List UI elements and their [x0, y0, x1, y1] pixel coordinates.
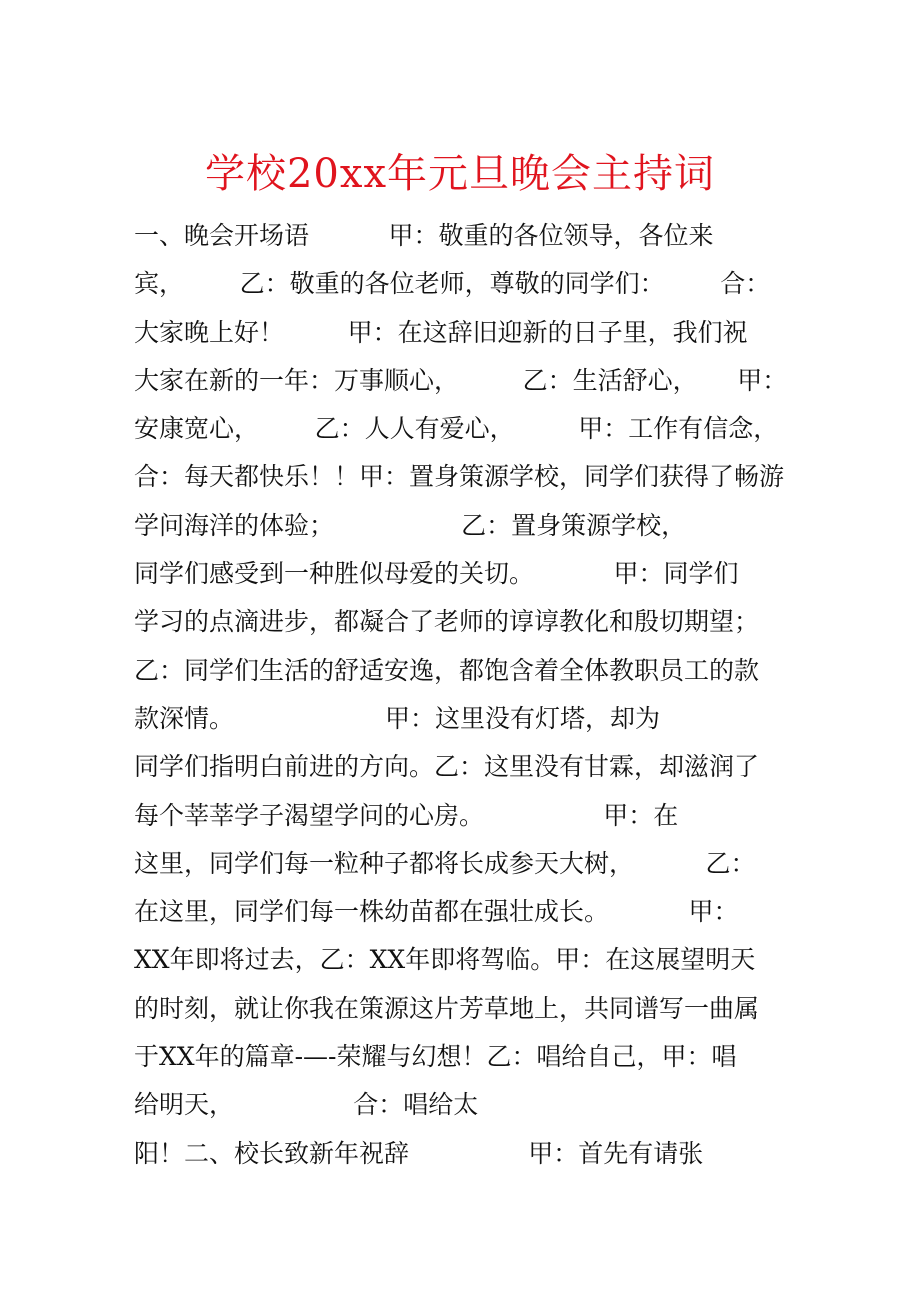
body-line: 大家晚上好！ 甲：在这辞旧迎新的日子里，我们祝: [134, 317, 748, 347]
body-line: 大家在新的一年：万事顺心， 乙：生活舒心， 甲：: [134, 365, 788, 395]
body-line: 宾， 乙：敬重的各位老师，尊敬的同学们： 合：: [134, 269, 771, 299]
body-line: XX年即将过去，乙：XX年即将驾临。甲：在这展望明天: [134, 945, 756, 975]
body-line: 同学们指明白前进的方向。乙：这里没有甘霖，却滋润了: [134, 752, 760, 782]
body-line: 安康宽心， 乙：人人有爱心， 甲：工作有信念，: [134, 414, 779, 444]
body-line: 的时刻，就让你我在策源这片芳草地上，共同谱写一曲属: [134, 993, 760, 1023]
document-body: [134, 212, 802, 1178]
body-line: 乙：同学们生活的舒适安逸，都饱含着全体教职员工的款: [134, 655, 760, 685]
document-title: 学校20xx年元旦晚会主持词: [204, 151, 715, 197]
body-line: 学问海洋的体验； 乙：置身策源学校，: [134, 510, 687, 540]
body-line: 一、晚会开场语 甲：敬重的各位领导，各位来: [134, 221, 714, 250]
body-line: 于XX年的篇章-—-荣耀与幻想！乙：唱给自己，甲：唱: [134, 1042, 737, 1072]
body-line: 款深情。 甲：这里没有灯塔，却为: [134, 703, 660, 733]
body-line: 这里，同学们每一粒种子都将长成参天大树， 乙：: [134, 848, 756, 878]
body-line: 阳！二、校长致新年祝辞 甲：首先有请张: [134, 1138, 704, 1168]
body-line: 同学们感受到一种胜似母爱的关切。 甲：同学们: [134, 559, 739, 589]
body-line: 给明天， 合：唱给太: [134, 1090, 479, 1120]
body-line: 合：每天都快乐！！甲：置身策源学校，同学们获得了畅游: [134, 462, 785, 492]
body-line: 在这里，同学们每一株幼苗都在强壮成长。 甲：: [134, 897, 739, 927]
body-line: 学习的点滴进步，都凝合了老师的谆谆教化和殷切期望；: [134, 607, 760, 637]
body-line: 每个莘莘学子渴望学问的心房。 甲：在: [134, 800, 679, 830]
